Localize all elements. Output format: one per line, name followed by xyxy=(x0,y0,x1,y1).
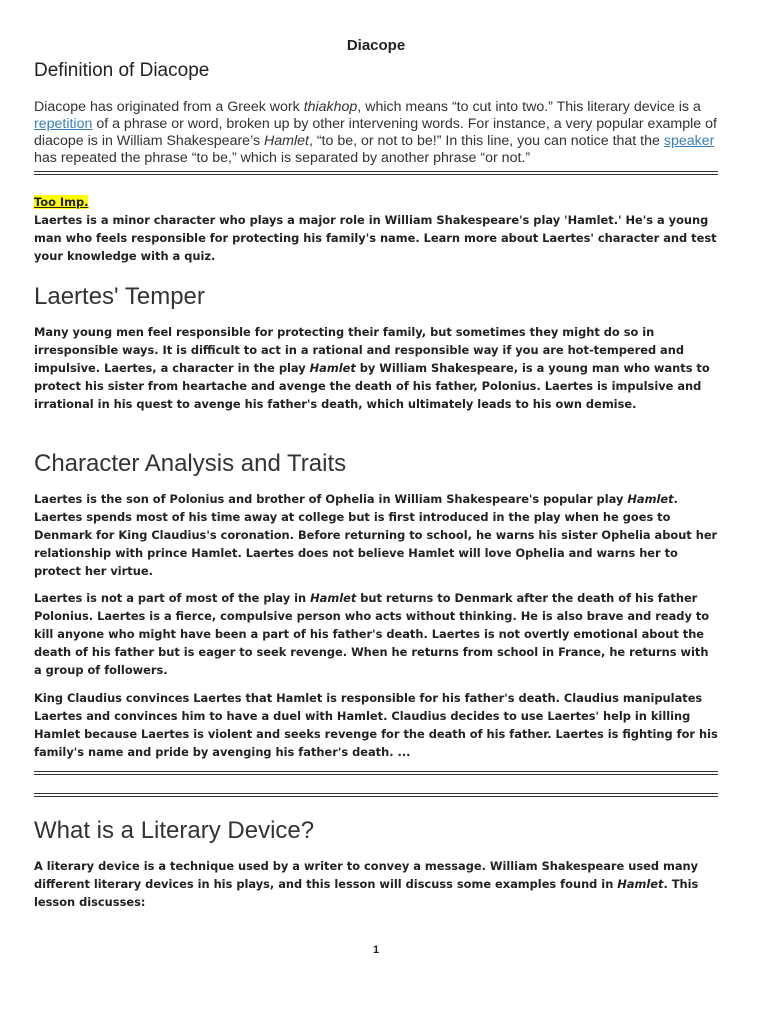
intro-text-2: , which means “to cut into two.” This literary device is a xyxy=(357,99,701,115)
repetition-link[interactable]: repetition xyxy=(34,116,93,132)
intro-text-3: of a phrase or word, broken up by other intervening words. For instance, a very popular example of diacope is in William Shakespeare’s xyxy=(34,116,717,149)
note-paragraph xyxy=(34,193,720,265)
device-text-a: A literary device is a technique used by a writer to convey a message. William Shakespeare used many different literary devices in his plays, and this lesson will discuss some examples found in xyxy=(34,859,699,891)
intro-text-1: Diacope has originated from a Greek work xyxy=(34,99,304,115)
analysis-paragraph-1 xyxy=(34,490,720,580)
temper-paragraph xyxy=(34,323,720,413)
analysis-heading: Character Analysis and Traits xyxy=(34,450,347,477)
device-text-b: . This lesson discusses: xyxy=(34,877,699,909)
analysis-p1-text-a: Laertes is the son of Polonius and brother of Ophelia in William Shakespeare's popular play xyxy=(34,492,628,506)
device-hamlet-italic: Hamlet xyxy=(617,877,664,891)
divider-line xyxy=(34,793,718,797)
document-title: Diacope xyxy=(346,37,406,54)
page-number: 1 xyxy=(372,944,380,956)
speaker-link[interactable]: speaker xyxy=(663,133,715,149)
analysis-p2-text-a: Laertes is not a part of most of the play in xyxy=(34,591,311,605)
temper-heading: Laertes' Temper xyxy=(34,283,205,310)
analysis-paragraph-2 xyxy=(34,589,720,679)
note-text: Laertes is a minor character who plays a major role in William Shakespeare's play 'Hamlet.' He's a young man who feels responsible for protecting his family's name. Learn more about Laertes' character and test your knowledge with a quiz. xyxy=(34,213,717,263)
highlight-label: Too Imp. xyxy=(34,195,89,209)
literary-device-paragraph xyxy=(34,857,720,911)
literary-device-heading: What is a Literary Device? xyxy=(34,817,315,844)
analysis-p1-hamlet-italic: Hamlet xyxy=(627,492,674,506)
analysis-p1-text-b: . Laertes spends most of his time away at college but is first introduced in the play when he goes to Denmark for King Claudius's coronation. Before returning to school, he warns his sister Ophelia about her relationship with prince Hamlet. Laertes does not believe Hamlet will love Ophelia and warns her to protect her virtue. xyxy=(34,492,718,578)
divider-line xyxy=(34,171,718,175)
analysis-p2-hamlet-italic: Hamlet xyxy=(310,591,357,605)
intro-paragraph xyxy=(34,99,724,167)
divider-line xyxy=(34,771,718,775)
temper-hamlet-italic: Hamlet xyxy=(309,361,356,375)
intro-italic-word: thiakhop xyxy=(303,99,358,115)
intro-text-4: , “to be, or not to be!” In this line, you can notice that the xyxy=(308,133,664,149)
temper-text-2: by William Shakespeare, is a young man who wants to protect his sister from heartache and avenge the death of his father, Polonius. Laertes is impulsive and irrational in his quest to avenge his father's death, which ultimately leads to his own demise. xyxy=(34,361,710,411)
analysis-paragraph-3: King Claudius convinces Laertes that Hamlet is responsible for his father's death. Claudius manipulates Laertes and convinces him to have a duel with Hamlet. Claudius decides to use Laertes' help in killing Hamlet because Laertes is violent and seeks revenge for the death of his father. Laertes is fighting for his family's name and pride by avenging his father's death. ... xyxy=(34,691,718,759)
intro-hamlet-italic: Hamlet xyxy=(264,133,309,149)
analysis-p2-text-b: but returns to Denmark after the death of his father Polonius. Laertes is a fierce, compulsive person who acts without thinking. He is also brave and ready to kill anyone who might have been a part of his father's death. Laertes is not overtly emotional about the death of his father but is eager to seek revenge. When he returns from school in France, he returns with a group of followers. xyxy=(34,591,710,677)
definition-heading: Definition of Diacope xyxy=(34,60,210,81)
temper-text-1: Many young men feel responsible for protecting their family, but sometimes they might do so in irresponsible ways. It is difficult to act in a rational and responsible way if you are hot-tempered and impulsive. Laertes, a character in the play xyxy=(34,325,685,375)
intro-text-5: has repeated the phrase “to be,” which is separated by another phrase “or not.” xyxy=(34,150,531,166)
